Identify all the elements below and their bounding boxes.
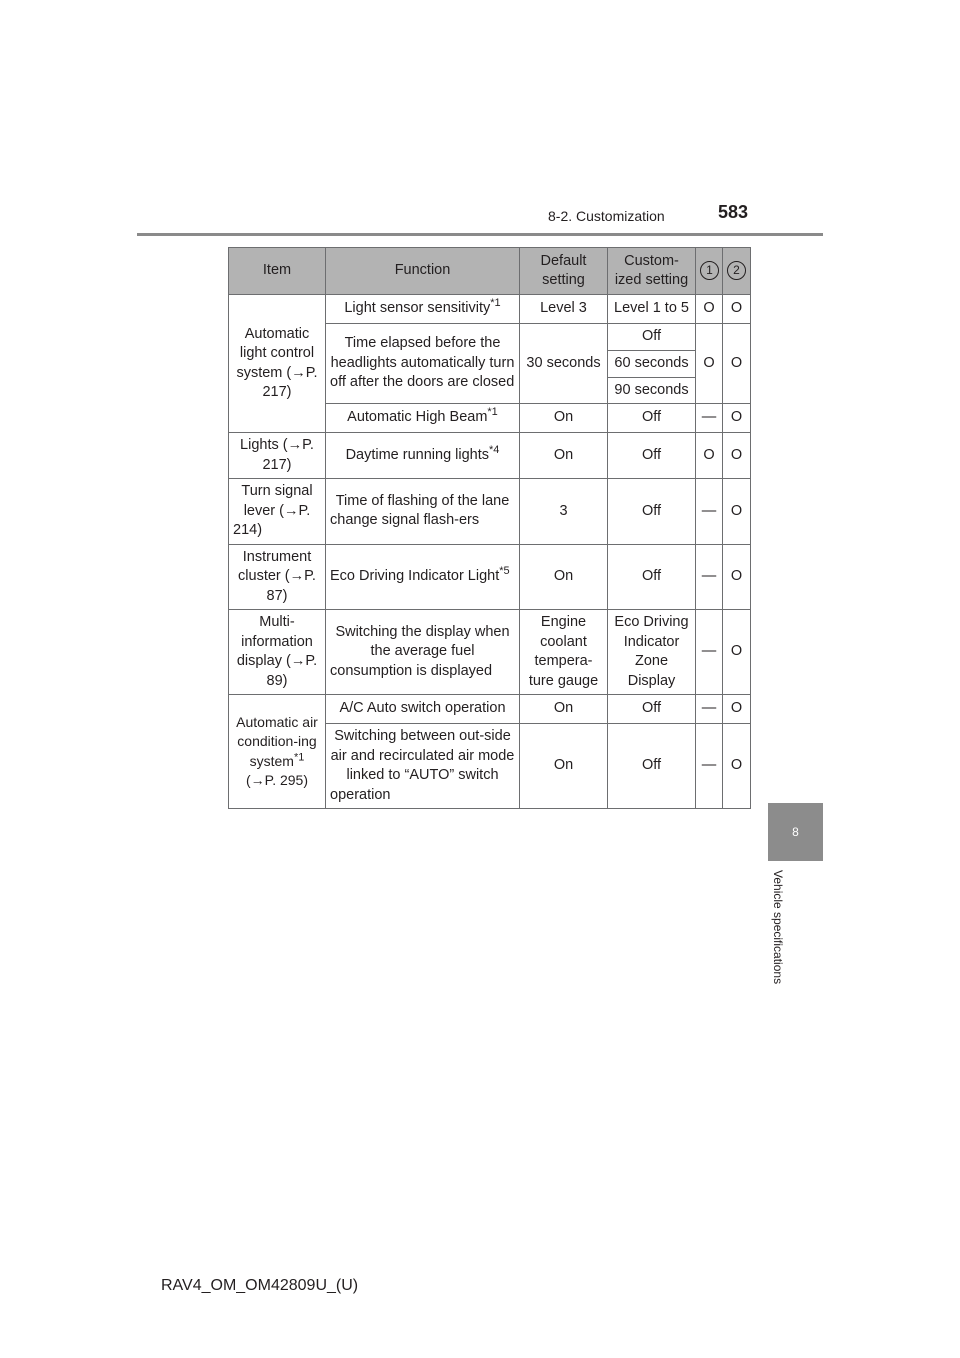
col2-cell: O — [723, 695, 751, 724]
function-cell: A/C Auto switch operation — [326, 695, 520, 724]
col2-cell: O — [723, 724, 751, 809]
header-custom: Custom-ized setting — [608, 248, 696, 295]
table-row — [229, 479, 751, 545]
default-cell: 30 seconds — [520, 324, 608, 404]
col1-cell: — — [696, 724, 723, 809]
default-cell: On — [520, 544, 608, 610]
item-lights: Lights (→P. 217) — [229, 433, 326, 479]
function-cell: Eco Driving Indicator Light$^{*5}$ — [326, 544, 520, 610]
item-turn-signal: Turn signal lever (→P. 214) — [229, 479, 326, 545]
custom-cell: Off — [608, 544, 696, 610]
col2-cell: O — [723, 610, 751, 695]
function-cell: Time of flashing of the lane change signal flash-ers — [326, 479, 520, 545]
item-air-conditioning: Automatic air condition-ing system$^{*1}$ (→P. 295) — [229, 695, 326, 809]
col2-cell: O — [723, 433, 751, 479]
custom-option-cell: Off — [608, 324, 696, 351]
col1-cell: O — [696, 433, 723, 479]
chapter-tab[interactable] — [768, 803, 823, 861]
custom-option-cell: 90 seconds — [608, 377, 696, 404]
custom-cell: Off — [608, 695, 696, 724]
page-number: 583 — [718, 202, 749, 222]
table-header-row — [229, 248, 751, 295]
header-col-1 — [696, 248, 723, 295]
default-cell: On — [520, 695, 608, 724]
col1-cell: — — [696, 544, 723, 610]
table-row — [229, 295, 751, 324]
default-cell: Engine coolant tempera-ture gauge — [520, 610, 608, 695]
custom-cell: Eco Driving Indicator Zone Display — [608, 610, 696, 695]
default-cell: Level 3 — [520, 295, 608, 324]
item-instrument-cluster: Instrument cluster (→P. 87) — [229, 544, 326, 610]
function-cell: Daytime running lights$^{*4}$ — [326, 433, 520, 479]
default-cell: On — [520, 724, 608, 809]
col2-cell: O — [723, 544, 751, 610]
item-multi-info-display: Multi-information display (→P. 89) — [229, 610, 326, 695]
custom-cell: Off — [608, 479, 696, 545]
custom-option-cell: 60 seconds — [608, 351, 696, 378]
chapter-title: Vehicle specifications — [771, 870, 785, 985]
custom-cell: Off — [608, 433, 696, 479]
default-cell: On — [520, 433, 608, 479]
custom-cell: Off — [608, 724, 696, 809]
table-row — [229, 433, 751, 479]
default-cell: 3 — [520, 479, 608, 545]
col1-cell: — — [696, 695, 723, 724]
col1-cell: O — [696, 295, 723, 324]
header-function: Function — [326, 248, 520, 295]
header-default: Default setting — [520, 248, 608, 295]
table-row — [229, 544, 751, 610]
function-cell: Time elapsed before the headlights automatically turn off after the doors are closed — [326, 324, 520, 404]
col1-cell: — — [696, 404, 723, 433]
circled-1-icon: 1 — [700, 261, 719, 280]
col1-cell: — — [696, 479, 723, 545]
header-divider — [137, 233, 823, 236]
col2-cell: O — [723, 295, 751, 324]
function-cell: Light sensor sensitivity$^{*1}$ — [326, 295, 520, 324]
col2-cell: O — [723, 404, 751, 433]
col1-cell: — — [696, 610, 723, 695]
table-row — [229, 695, 751, 724]
section-title: 8-2. Customization — [548, 208, 665, 224]
col2-cell: O — [723, 324, 751, 404]
custom-cell: Level 1 to 5 — [608, 295, 696, 324]
document-code: RAV4_OM_OM42809U_(U) — [161, 1277, 359, 1294]
col1-cell: O — [696, 324, 723, 404]
function-cell: Switching between out-side air and recirculated air mode linked to “AUTO” switch operation — [326, 724, 520, 809]
custom-cell: Off — [608, 404, 696, 433]
col2-cell: O — [723, 479, 751, 545]
item-auto-light: Automatic light control system (→P. 217) — [229, 295, 326, 433]
circled-2-icon: 2 — [727, 261, 746, 280]
customization-table — [228, 247, 751, 809]
chapter-number: 8 — [792, 825, 799, 839]
function-cell: Automatic High Beam$^{*1}$ — [326, 404, 520, 433]
chapter-side-label — [771, 870, 791, 1010]
default-cell: On — [520, 404, 608, 433]
header-item: Item — [229, 248, 326, 295]
header-col-2 — [723, 248, 751, 295]
table-row — [229, 610, 751, 695]
function-cell: Switching the display when the average fuel consumption is displayed — [326, 610, 520, 695]
